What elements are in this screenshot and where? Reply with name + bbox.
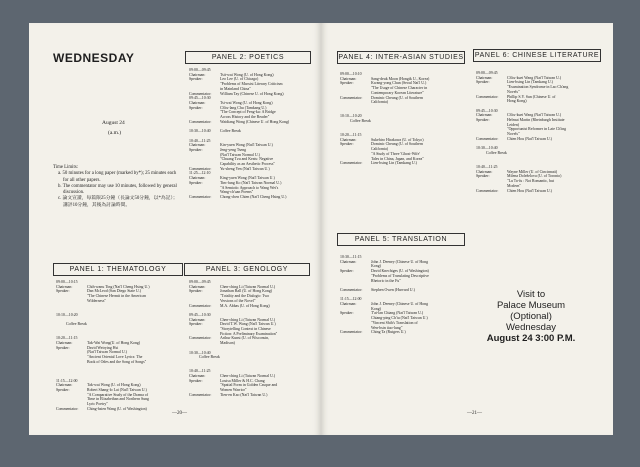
row-value: Chiang-ping Ch'iu (Nat'l Taiwan U.) [371, 316, 428, 321]
row-label: 10:40—11:25 [476, 165, 498, 169]
row-value: Women Warrior" [220, 388, 247, 393]
row-label: 10:10—10:20 [56, 312, 78, 317]
row-value: Chih-wanu Ting (Nat'l Cheng Hsing U.) [87, 284, 150, 289]
schedule-row [56, 313, 184, 318]
row-label: 09:00—10:10 [340, 72, 362, 76]
row-value: Chen-ching Li (Taiwan Normal U.) [220, 317, 276, 322]
row-value: Tak-Wai Wong(U. of Hong Kong) [87, 341, 141, 346]
row-value: Wayne Miller (U. of Cincinnati) [507, 169, 558, 174]
row-value: Ching Ta (Rutgers U.) [371, 330, 406, 335]
row-label: 10:30—11:15 [340, 255, 362, 259]
row-label: Speaker: [189, 77, 203, 82]
row-label: 10:40—11:25 [189, 138, 211, 143]
row-value: (Nat'l Taiwan Normal U.) [220, 152, 260, 157]
time-limit-b: b. The commentator may use 10 minutes, followed by general discussion. [58, 183, 177, 196]
row-label: Commentator: [476, 136, 499, 141]
row-label: Commentator: [189, 303, 212, 308]
row-value: Wang-ch'uan Poems" [220, 190, 254, 195]
day-heading: WEDNESDAY [53, 51, 135, 65]
row-label: Speaker: [56, 388, 70, 393]
row-label: Speaker: [56, 345, 70, 350]
row-value: Lyric Poetry" [87, 402, 108, 407]
date-label: August 24 [102, 120, 125, 126]
row-value: Wilderness" [87, 298, 106, 303]
coffee-break: Coffee Break [350, 119, 371, 123]
row-label [476, 99, 507, 104]
row-value: "Examination Syndrome in Lao Ch'ang [507, 85, 569, 90]
row-value: Dan McLeod (San Diego State U.) [87, 289, 142, 294]
row-label: Commentator: [340, 95, 363, 100]
schedule-row [340, 119, 470, 124]
visit-line-4: Wednesday [506, 322, 556, 333]
panel-5-schedule [340, 255, 470, 335]
time-limits [53, 165, 181, 209]
row-value: Tak-wai Wong (U. of Hong Kong) [87, 383, 141, 388]
row-label: Chairman: [189, 72, 206, 77]
row-label: Speaker: [340, 311, 354, 316]
row-label: Chairman: [189, 143, 206, 148]
row-value: Chien Hou (Nat'l Taiwan U.) [507, 136, 552, 141]
page-number-right: —21— [467, 411, 482, 416]
row-value: Dominic Cheung (U. of Southern [371, 95, 423, 100]
palace-museum-visit [461, 289, 601, 344]
row-label: Speaker: [340, 81, 354, 86]
row-label: Commentator: [189, 91, 212, 96]
schedule-row [340, 330, 470, 335]
row-value: Helmut Martin (Rheinburgh Institute [507, 118, 565, 123]
row-label: Chairman: [340, 76, 357, 81]
row-value: "Storytelling Context in Chinese [220, 327, 271, 332]
row-value: Sukehiro Hirakawa (U. of Tokyo) [371, 137, 424, 142]
row-label: Speaker: [340, 142, 354, 147]
panel-1-title: PANEL 1: THEMATOLOGY [53, 263, 183, 276]
panel-4-schedule [340, 72, 470, 166]
visit-line-3: (Optional) [510, 311, 552, 322]
row-label: Commentator: [189, 194, 212, 199]
row-label: Commentator: [56, 406, 79, 411]
row-value: Waidiang Wong (Chinese U. of Hong Kong) [220, 119, 290, 124]
visit-line-5: August 24 3:00 P.M. [486, 333, 576, 344]
time-limit-c: c. 論文宣讀，每篇限25分鐘（長論文50分鐘，以*為記）；講評10分鐘，其後為討論時間。 [58, 196, 178, 208]
row-label: Chairman: [189, 317, 206, 322]
row-value: Kong) [371, 264, 381, 269]
row-label: 10:30—10:40 [189, 350, 211, 355]
schedule-row [56, 322, 184, 327]
row-label: Chairman: [340, 302, 357, 306]
row-value: David Weirying Hsi [87, 345, 119, 350]
panel-6-title: PANEL 6: CHINESE LITERATURE [473, 49, 601, 62]
schedule-row [189, 304, 317, 309]
row-value: Time in Elizabethan and Northern Sung [87, 397, 149, 402]
schedule-row [476, 189, 610, 194]
row-label: 09:00—09:45 [476, 71, 498, 75]
row-value: Ching-hsien Wang (U. of Washington) [87, 406, 147, 411]
row-value: Chong-chen Chien (Nat'l Cheng Hsing U.) [220, 194, 287, 199]
row-label: Chairman: [476, 169, 493, 174]
row-label: Chairman: [189, 100, 206, 105]
row-label: Chairman: [56, 341, 73, 346]
row-value: Milena Doleželova (U. of Toronto) [507, 174, 562, 179]
row-value: "Problems of Translating Descriptive [371, 273, 429, 278]
schedule-row [340, 161, 470, 166]
row-value: California) [371, 147, 389, 152]
schedule-row [189, 393, 317, 398]
schedule-row [189, 355, 317, 360]
schedule-row [189, 341, 317, 346]
row-label: Chairman: [340, 137, 357, 142]
row-value: Robert Shang-lo Lai (Nat'l Taiwan U.) [87, 388, 147, 393]
time-limits-heading: Time Limits: [53, 165, 79, 170]
time-limit-a: a. 50 minutes for a long paper (marked by*); 25 minutes each for all other papers. [58, 171, 177, 183]
row-value: M.A. Abbas (U. of Hong Kong) [220, 303, 270, 308]
row-value: Stephen Owen (Harvard U.) [371, 287, 415, 292]
row-value: Kong) [371, 306, 381, 311]
row-label: 09:00—10:15 [56, 280, 78, 284]
row-value: Sang-deuk Moon (Hongik U., Korea) [371, 76, 430, 81]
row-value: "A Semiotic Approach to Wang Wei's [220, 185, 279, 190]
row-label [189, 341, 220, 346]
row-value: "Lu Ta-fu : Not Romantic, but [507, 179, 555, 184]
row-label: Commentator: [189, 119, 212, 124]
row-value: "Totality and the Dialogic: Two [220, 294, 270, 299]
row-label: Speaker: [189, 378, 203, 383]
panel-1-schedule [56, 280, 184, 412]
row-value: Leiden) [507, 122, 520, 127]
row-label: Chairman: [189, 374, 206, 378]
row-value: Ch'iu-lang Chu (Tamkang U.) [220, 105, 267, 110]
page-number-left: —20— [172, 411, 187, 416]
panel-5-title: PANEL 5: TRANSLATION [337, 233, 465, 246]
row-label: Speaker: [189, 147, 203, 152]
panel-3-title: PANEL 3: GENOLOGY [184, 263, 310, 276]
row-value: Book of Odes and the Song of Songs" [87, 359, 147, 364]
row-value: John J. Deeney (Chinese U. of Hong [371, 259, 429, 264]
row-value: "Vincent Shih's Translation of [371, 320, 418, 325]
row-value: Kin-yuen Wong (Nat'l Taiwan U.) [220, 143, 273, 148]
panel-2-schedule [189, 68, 317, 200]
row-label: 10:10—10:20 [340, 114, 362, 119]
row-label: Speaker: [476, 174, 490, 179]
row-value: "Opportunist Reformer in Late Ch'ing [507, 127, 567, 132]
row-label: Speaker: [189, 322, 203, 327]
schedule-row [189, 195, 317, 200]
coffee-break: Coffee Break [66, 322, 87, 327]
schedule-row [189, 120, 317, 125]
row-value: Tim-fung Ko (Nat'l Taiwan Normal U.) [220, 180, 282, 185]
row-label: 10:20—11:15 [340, 133, 362, 138]
row-label: 09:00—09:45 [189, 280, 211, 284]
row-label: Commentator: [476, 94, 499, 99]
visit-line-1: Visit to [516, 289, 546, 300]
schedule-row [340, 100, 470, 105]
row-label: 11:15—12:00 [56, 378, 78, 383]
row-value: "A Comparative Study of the Drama of [87, 392, 149, 397]
row-value: Lien-hsing Lin (Tamkang U.) [507, 80, 553, 85]
right-page [321, 23, 613, 435]
row-label [56, 299, 87, 304]
row-value: Ch'iu-kuei Wang (Nat'l Taiwan U.) [507, 113, 562, 118]
row-label: Commentator: [189, 336, 212, 341]
row-label: Chairman: [56, 284, 73, 289]
row-label: 11:25—12:10 [189, 171, 211, 176]
row-value: "Problems of Marxist Literary Criticism [220, 82, 283, 87]
row-value: Jonathan Ball (U. of Hong Kong) [220, 289, 273, 294]
schedule-row [476, 151, 610, 156]
panel-6-schedule [476, 71, 610, 193]
row-label: 11:15—12:00 [340, 297, 362, 302]
row-value: Phillip S.Y. Sun (Chinese U. of [507, 94, 556, 99]
panel-4-title: PANEL 4: INTER-ASIAN STUDIES [337, 51, 465, 64]
row-label: Chairman: [340, 259, 357, 264]
row-label: Speaker: [56, 289, 70, 294]
row-value: Chen-ching Li (Taiwan Normal U.) [220, 284, 276, 289]
row-label: 09:00—09:45 [189, 68, 211, 72]
schedule-row [56, 299, 184, 304]
row-label: 10:20—11:15 [56, 336, 78, 341]
row-label: 10:30—10:40 [189, 129, 211, 134]
row-value: T'ai-lan Chiang (Nat'l Taiwan U.) [371, 311, 424, 316]
row-value: Novels" [507, 89, 520, 94]
row-label [56, 360, 87, 365]
coffee-break: Coffee Break [486, 150, 507, 155]
row-label: Commentator: [189, 166, 212, 171]
row-label [340, 100, 371, 105]
row-value: Fiction: A Preliminary Examination" [220, 331, 278, 336]
row-value: Rhetoric in the Fu" [371, 278, 401, 283]
row-value: Ch'iu-kuei Wang (Nat'l Taiwan U.) [507, 75, 562, 80]
row-value: Tsi-wai Wong (U. of Hong Kong) [220, 100, 273, 105]
row-value: "The Concept of Feng-ku: A Bridge [220, 110, 276, 115]
row-value: Yu-sheng Yen (Nat'l Taiwan U.) [220, 166, 270, 171]
row-label: Speaker: [476, 118, 490, 123]
panel-2-title: PANEL 2: POETICS [185, 51, 311, 64]
coffee-break: Coffee Break [199, 355, 220, 360]
row-value: Modern" [507, 183, 521, 188]
row-value: Lien-hsing Lin (Tamkang U.) [371, 161, 417, 166]
row-label: Chairman: [476, 75, 493, 80]
row-value: Wen-hsin tiao-lung" [371, 325, 403, 330]
visit-line-2: Palace Museum [496, 300, 566, 311]
schedule-row [476, 99, 610, 104]
row-label: Speaker: [340, 269, 354, 274]
panel-3-schedule [189, 280, 317, 398]
row-label: Chairman: [56, 383, 73, 388]
row-value: Capability as an Aesthetic Process" [220, 162, 275, 167]
row-value: Novels" [507, 132, 520, 137]
row-label: Speaker: [476, 80, 490, 85]
row-label: Speaker: [189, 105, 203, 110]
row-label: Chairman: [189, 284, 206, 289]
row-value: Tsit-wai Wong (U. of Hong Kong) [220, 72, 274, 77]
row-value: David T.W. Wang (Nat'l Taiwan U.) [220, 322, 276, 327]
schedule-row [340, 279, 470, 284]
row-value: Coffee Break [220, 129, 241, 134]
row-label: Chairman: [476, 113, 493, 118]
row-label: Commentator: [340, 287, 363, 292]
row-value: Louisa Miller & H.C. Chang [220, 378, 265, 383]
row-value: "The Usage of Chinese Character in [371, 86, 428, 91]
row-value: Arthur Kunst (U. of Wisconsin, [220, 336, 270, 341]
row-value: California) [371, 100, 389, 105]
row-label: 09:45—10:30 [189, 96, 211, 101]
row-label: Commentator: [189, 392, 212, 397]
row-value: "Ancient Oriental Love Lyrics: The [87, 355, 143, 360]
row-value: Chien Hou (Nat'l Taiwan U.) [507, 188, 552, 193]
row-value [87, 313, 184, 318]
row-value: Tien-en Kao (Nat'l Taiwan U.) [220, 392, 268, 397]
row-value: William Tay (Chinese U. of Hong Kong) [220, 91, 284, 96]
row-value: Tales in China, Japan, and Korea" [371, 156, 424, 161]
schedule-row [189, 129, 317, 134]
row-label [340, 279, 371, 284]
row-label: 10:30—10:40 [476, 146, 498, 151]
row-value: in Mainland China" [220, 86, 251, 91]
row-value: Hong Kong) [507, 99, 527, 104]
row-label: Speaker: [189, 289, 203, 294]
row-value: Leo Lee (U. of Chicago) [220, 77, 259, 82]
row-label: Chairman: [189, 176, 206, 181]
row-value: Kwang-yong Chun (Seoul Nat'l U.) [371, 81, 427, 86]
left-page [29, 23, 321, 435]
row-value: "Chuang Tzu and Keats: Negative [220, 157, 274, 162]
row-label: Speaker: [189, 180, 203, 185]
schedule-row [476, 137, 610, 142]
row-label: Commentator: [340, 330, 363, 335]
row-value: "The Chinese Hermit in the American [87, 294, 146, 299]
row-value: Chen-ching Li (Taiwan Normal U.) [220, 374, 276, 378]
row-value: Jeng-yeng Tseng [220, 147, 247, 152]
row-value: King-yuen Wong (Nat'l Taiwan U.) [220, 176, 275, 181]
row-label: Commentator: [476, 188, 499, 193]
row-value: Across History and the Reader" [220, 115, 270, 120]
row-value: John J. Deeney (Chinese U. of Hong [371, 302, 429, 306]
row-label: 09:45—10:30 [476, 108, 498, 113]
row-value: Contemporary Korean Literature" [371, 90, 424, 95]
row-value: "Spatial Form in Golden Casque and [220, 383, 278, 388]
schedule-row [56, 360, 184, 365]
row-value: David Knechtges (U. of Washington) [371, 269, 429, 274]
row-label: 09:45—10:30 [189, 312, 211, 317]
row-value: Madison) [220, 341, 235, 346]
am-label: (a.m.) [108, 130, 122, 136]
row-label: Commentator: [340, 161, 363, 166]
row-value: (Nat'l Taiwan Normal U.) [87, 350, 127, 355]
row-value: Dominic Cheung (U. of Southern [371, 142, 423, 147]
row-label: 10:40—11:25 [189, 369, 211, 374]
schedule-row [340, 288, 470, 293]
row-value: Versions of the Novel" [220, 298, 256, 303]
schedule-row [56, 407, 184, 412]
row-value: "A Study of Three 'Ghost-Wife' [371, 151, 421, 156]
